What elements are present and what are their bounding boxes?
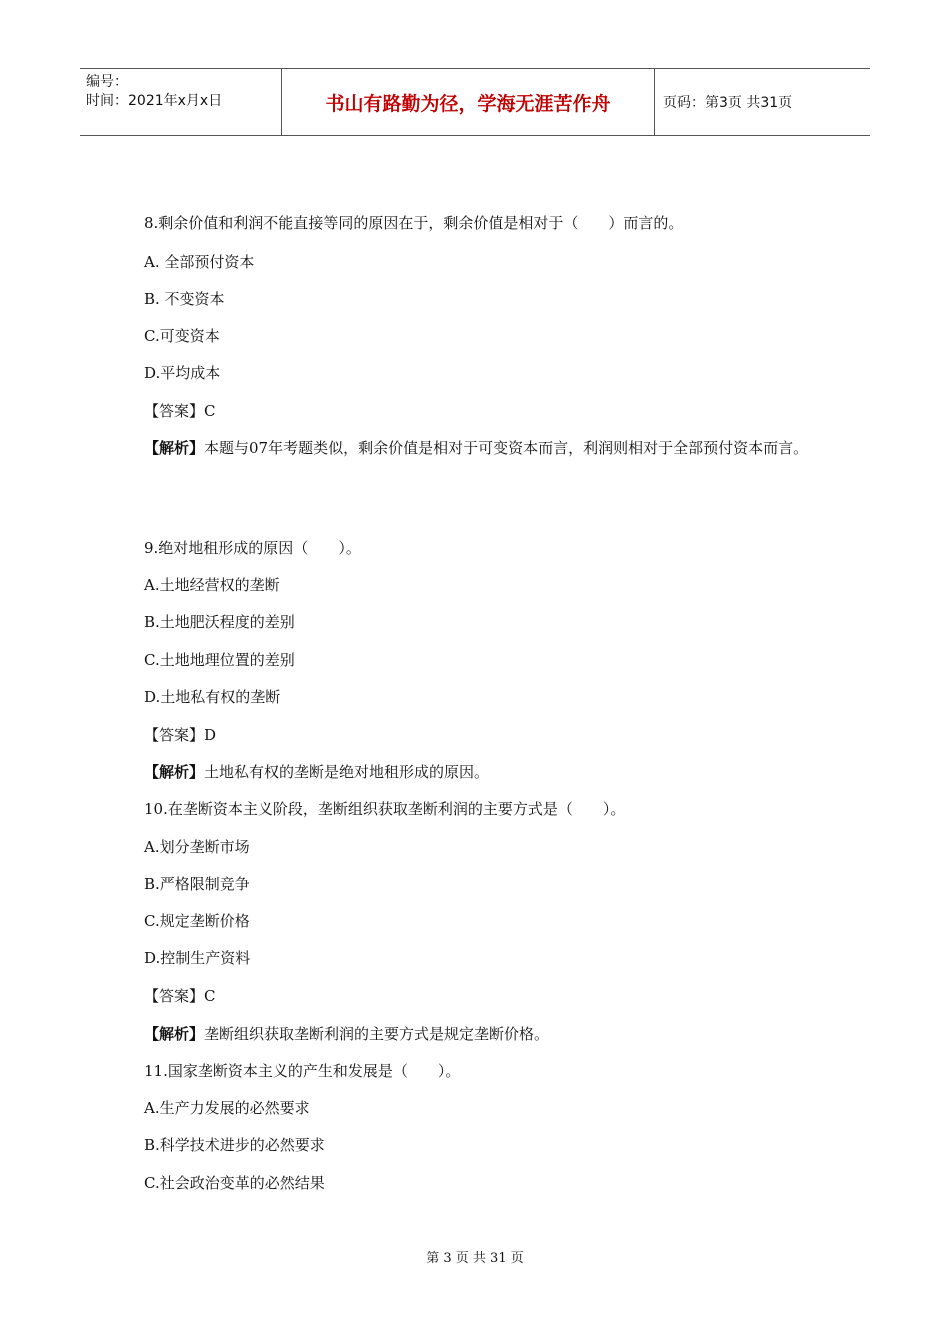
analysis-text: 本题与07年考题类似，剩余价值是相对于可变资本而言，利润则相对于全部预付资本而言。 bbox=[204, 439, 809, 457]
question-option: B.科学技术进步的必然要求 bbox=[144, 1136, 325, 1154]
question-stem: 10.在垄断资本主义阶段，垄断组织获取垄断利润的主要方式是（ ）。 bbox=[144, 800, 626, 818]
header-meta bbox=[80, 69, 282, 135]
question-stem: 8.剩余价值和利润不能直接等同的原因在于，剩余价值是相对于（ ）而言的。 bbox=[144, 214, 684, 232]
question-option: B. 不变资本 bbox=[144, 290, 225, 308]
header-motto-cell bbox=[282, 69, 655, 135]
question-stem: 11.国家垄断资本主义的产生和发展是（ ）。 bbox=[144, 1062, 461, 1080]
question-option: D.平均成本 bbox=[144, 364, 221, 382]
question-option: C.土地地理位置的差别 bbox=[144, 651, 295, 669]
page-footer: 第 3 页 共 31 页 bbox=[426, 1251, 524, 1266]
question-analysis bbox=[144, 1024, 549, 1044]
analysis-text: 土地私有权的垄断是绝对地租形成的原因。 bbox=[204, 763, 490, 781]
question-answer: 【答案】C bbox=[144, 987, 216, 1005]
question-option: D.土地私有权的垄断 bbox=[144, 688, 281, 706]
header-number-label: 编号： bbox=[86, 74, 128, 90]
question-option: A.生产力发展的必然要求 bbox=[144, 1099, 310, 1117]
document-header bbox=[80, 68, 870, 136]
analysis-text: 垄断组织获取垄断利润的主要方式是规定垄断价格。 bbox=[204, 1025, 550, 1043]
question-answer: 【答案】D bbox=[144, 726, 217, 744]
question-analysis bbox=[144, 762, 489, 782]
question-option: C.可变资本 bbox=[144, 327, 220, 345]
question-option: B.土地肥沃程度的差别 bbox=[144, 613, 295, 631]
question-option: C.社会政治变革的必然结果 bbox=[144, 1174, 325, 1192]
header-motto: 书山有路勤为径，学海无涯苦作舟 bbox=[325, 92, 611, 115]
analysis-label: 【解析】 bbox=[144, 1025, 205, 1043]
question-option: B.严格限制竞争 bbox=[144, 875, 250, 893]
question-answer: 【答案】C bbox=[144, 402, 216, 420]
question-option: A.土地经营权的垄断 bbox=[144, 576, 280, 594]
question-option: A.划分垄断市场 bbox=[144, 838, 250, 856]
analysis-label: 【解析】 bbox=[144, 439, 205, 457]
analysis-label: 【解析】 bbox=[144, 763, 205, 781]
question-option: A. 全部预付资本 bbox=[144, 253, 255, 271]
header-page-info: 页码：第3页 共31页 bbox=[663, 95, 793, 111]
question-stem: 9.绝对地租形成的原因（ ）。 bbox=[144, 539, 361, 557]
header-time-label: 时间：2021年x月x日 bbox=[86, 93, 223, 109]
question-option: D.控制生产资料 bbox=[144, 949, 251, 967]
question-analysis bbox=[144, 436, 809, 461]
question-option: C.规定垄断价格 bbox=[144, 912, 250, 930]
